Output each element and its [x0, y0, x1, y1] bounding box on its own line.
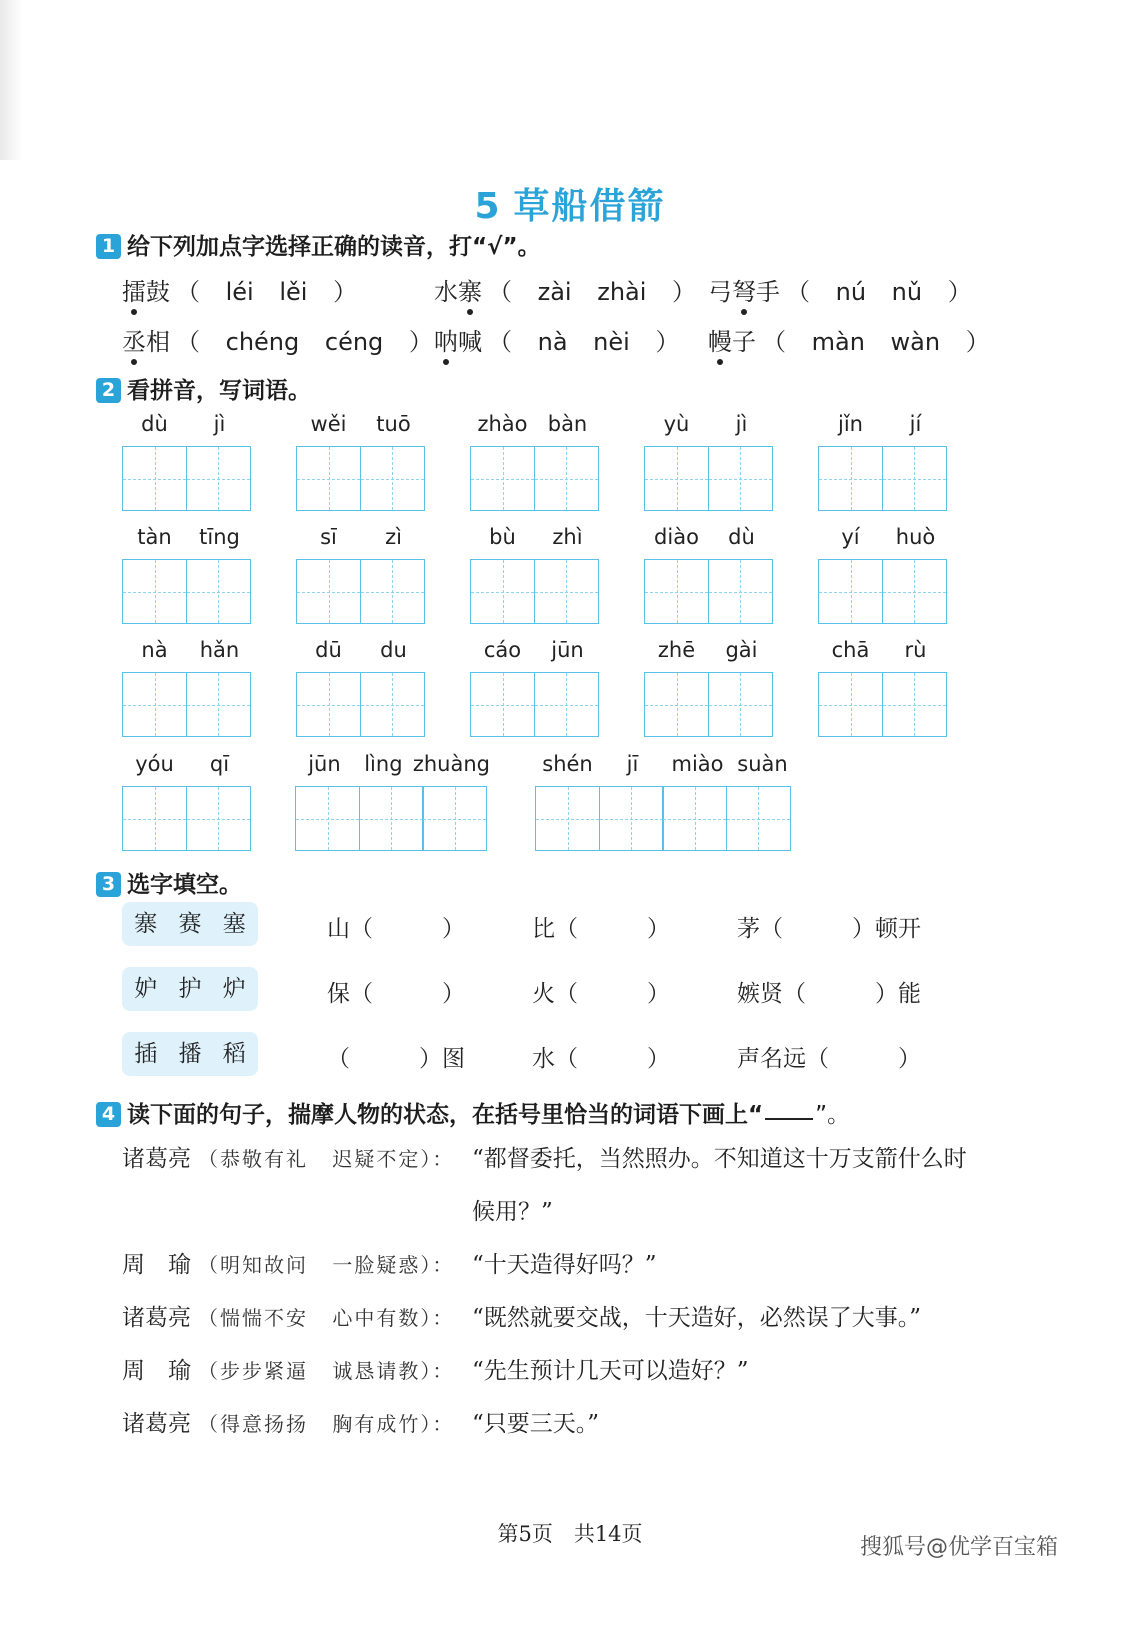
pinyin: tuō	[376, 412, 411, 436]
word-first: 水	[434, 278, 458, 306]
writing-item	[818, 525, 948, 624]
writing-cell[interactable]	[708, 559, 773, 624]
pinyin-row	[535, 752, 795, 782]
section-2-badge: 2	[96, 378, 121, 403]
writing-cell[interactable]	[122, 786, 187, 851]
tian-grid-boxes	[296, 446, 426, 511]
word-rest: 鼓	[146, 278, 170, 306]
section-2-heading	[96, 372, 311, 405]
tian-grid-boxes	[122, 559, 252, 624]
quote: “都督委托，当然照办。不知道这十万支箭什么时	[472, 1146, 967, 1172]
state-choices[interactable]: （恭敬有礼 迟疑不定）：	[198, 1147, 455, 1171]
pinyin: yóu	[135, 752, 174, 776]
fill-blank[interactable]: 茅（ ）顿开	[737, 916, 921, 942]
section-4-badge: 4	[96, 1102, 121, 1127]
writing-item	[818, 638, 948, 737]
pinyin: shén	[542, 752, 593, 776]
section-4-text: 读下面的句子，揣摩人物的状态，在括号里恰当的词语下画上“	[127, 1102, 764, 1128]
pinyin: dū	[315, 638, 342, 662]
pinyin-options: （ nú nǔ ）	[786, 278, 972, 306]
tian-grid-boxes	[470, 672, 600, 737]
q1-item	[434, 272, 696, 307]
speaker: 周 瑜	[122, 1252, 191, 1278]
pinyin: bàn	[547, 412, 588, 436]
writing-cell[interactable]	[534, 672, 599, 737]
pinyin: zì	[385, 525, 402, 549]
writing-cell[interactable]	[534, 446, 599, 511]
speaker: 诸葛亮	[122, 1411, 191, 1437]
fill-blank[interactable]: 山（ ）	[327, 916, 465, 942]
pinyin: chā	[831, 638, 870, 662]
writing-cell[interactable]	[122, 672, 187, 737]
tian-grid-boxes	[470, 559, 600, 624]
pinyin-options: （ màn wàn ）	[762, 328, 990, 356]
tian-grid-boxes	[122, 786, 252, 851]
fill-blank[interactable]: 火（ ）	[532, 981, 670, 1007]
writing-cell[interactable]	[186, 786, 251, 851]
writing-cell[interactable]	[296, 446, 361, 511]
writing-item	[470, 638, 600, 737]
writing-cell[interactable]	[296, 672, 361, 737]
pinyin-row	[818, 638, 948, 668]
q1-item	[708, 322, 990, 357]
writing-cell[interactable]	[122, 559, 187, 624]
pinyin: jūn	[551, 638, 584, 662]
speaker: 诸葛亮	[122, 1305, 191, 1331]
writing-cell[interactable]	[644, 672, 709, 737]
writing-item	[122, 752, 252, 851]
writing-cell[interactable]	[360, 672, 425, 737]
pinyin: yí	[841, 525, 860, 549]
pinyin: yù	[663, 412, 690, 436]
section-1-text: 给下列加点字选择正确的读音，打“√”。	[127, 234, 541, 260]
state-choices[interactable]: （得意扬扬 胸有成竹）：	[198, 1412, 455, 1436]
q1-item	[434, 322, 679, 357]
page-footer: 第5页 共14页	[497, 1522, 643, 1546]
state-choices[interactable]: （明知故问 一脸疑惑）：	[198, 1253, 455, 1277]
writing-cell[interactable]	[296, 559, 361, 624]
pinyin: zhuàng	[412, 752, 490, 776]
pinyin: jǐn	[838, 412, 863, 436]
pinyin: jūn	[308, 752, 341, 776]
dotted-char: 寨	[458, 278, 482, 306]
section-4-text-end: ”。	[815, 1102, 851, 1128]
q1-item	[122, 272, 357, 307]
lesson-number: 5	[474, 186, 502, 227]
fill-blank[interactable]: 比（ ）	[532, 916, 670, 942]
pinyin: gài	[725, 638, 758, 662]
writing-cell[interactable]	[818, 672, 883, 737]
lesson-title: 草船借箭	[513, 186, 666, 227]
tian-grid-boxes	[296, 559, 426, 624]
pinyin-row	[296, 412, 426, 442]
watermark: 搜狐号@优学百宝箱	[859, 1535, 1058, 1560]
q1-item	[708, 272, 972, 307]
quote-continued: 候用？”	[472, 1199, 553, 1225]
writing-cell[interactable]	[359, 786, 424, 851]
pinyin-options: （ léi lěi ）	[176, 278, 358, 306]
char-options: 妒 护 炉	[122, 967, 258, 1011]
tian-grid-boxes	[644, 559, 774, 624]
dialogue-line	[122, 1299, 922, 1332]
writing-cell[interactable]	[470, 559, 535, 624]
pinyin: tàn	[137, 525, 172, 549]
section-1-badge: 1	[96, 234, 121, 259]
section-3-badge: 3	[96, 872, 121, 897]
writing-cell[interactable]	[882, 559, 947, 624]
pinyin-row	[644, 638, 774, 668]
tian-grid-boxes	[470, 446, 600, 511]
writing-cell[interactable]	[122, 446, 187, 511]
page-edge-shadow	[0, 0, 22, 160]
char-options: 寨 赛 塞	[122, 902, 258, 946]
fill-blank[interactable]: 声名远（ ）	[737, 1046, 921, 1072]
pinyin-options: （ chéng céng ）	[176, 328, 433, 356]
writing-item	[122, 525, 252, 624]
writing-cell[interactable]	[726, 786, 791, 851]
writing-item	[644, 525, 774, 624]
writing-cell[interactable]	[360, 559, 425, 624]
writing-cell[interactable]	[662, 786, 727, 851]
quote: “先生预计几天可以造好？”	[472, 1358, 749, 1384]
state-choices[interactable]: （步步紧逼 诚恳请教）：	[198, 1359, 455, 1383]
state-choices[interactable]: （惴惴不安 心中有数）：	[198, 1306, 455, 1330]
pinyin-options: （ zài zhài ）	[488, 278, 697, 306]
section-3-text: 选字填空。	[127, 872, 242, 898]
pinyin-row	[122, 525, 252, 555]
writing-cell[interactable]	[360, 446, 425, 511]
dialogue-line	[122, 1405, 600, 1438]
pinyin: dù	[728, 525, 755, 549]
pinyin-row	[470, 525, 600, 555]
pinyin: rù	[904, 638, 927, 662]
pinyin-row	[296, 525, 426, 555]
word-rest: 相	[146, 328, 170, 356]
writing-item	[296, 638, 426, 737]
pinyin-row	[296, 638, 426, 668]
pinyin: jì	[213, 412, 226, 436]
pinyin-row	[818, 412, 948, 442]
writing-cell[interactable]	[599, 786, 664, 851]
pinyin: nà	[141, 638, 168, 662]
pinyin: jí	[909, 412, 922, 436]
writing-item	[470, 525, 600, 624]
writing-cell[interactable]	[644, 559, 709, 624]
quote: “只要三天。”	[472, 1411, 600, 1437]
pinyin: dù	[141, 412, 168, 436]
pinyin-row	[470, 638, 600, 668]
tian-grid-boxes	[644, 446, 774, 511]
quote: “既然就要交战，十天造好，必然误了大事。”	[472, 1305, 922, 1331]
writing-cell[interactable]	[535, 786, 600, 851]
speaker: 周 瑜	[122, 1358, 191, 1384]
section-4-heading	[96, 1096, 850, 1129]
fill-blank[interactable]: （ ）图	[327, 1046, 465, 1072]
pinyin: zhào	[477, 412, 528, 436]
quote: “十天造得好吗？”	[472, 1252, 657, 1278]
pinyin: hǎn	[199, 638, 240, 662]
writing-cell[interactable]	[644, 446, 709, 511]
section-1-heading	[96, 228, 541, 261]
fill-blank[interactable]: 保（ ）	[327, 981, 465, 1007]
q1-item	[122, 322, 433, 357]
writing-cell[interactable]	[186, 446, 251, 511]
pinyin-row	[295, 752, 490, 782]
pinyin: zhì	[552, 525, 583, 549]
writing-cell[interactable]	[882, 672, 947, 737]
tian-grid-boxes	[295, 786, 490, 851]
fill-blank[interactable]: 水（ ）	[532, 1046, 670, 1072]
writing-cell[interactable]	[708, 446, 773, 511]
pinyin: bù	[489, 525, 516, 549]
pinyin-row	[470, 412, 600, 442]
writing-cell[interactable]	[422, 786, 487, 851]
pinyin: sī	[320, 525, 337, 549]
writing-item	[644, 412, 774, 511]
writing-cell[interactable]	[534, 559, 599, 624]
writing-item	[644, 638, 774, 737]
pinyin: miào	[671, 752, 724, 776]
pinyin: jī	[626, 752, 639, 776]
pinyin-row	[122, 752, 252, 782]
word-first: 弓	[708, 278, 732, 306]
writing-cell[interactable]	[708, 672, 773, 737]
dotted-char: 呐	[434, 328, 458, 356]
word-rest: 子	[732, 328, 756, 356]
writing-cell[interactable]	[186, 672, 251, 737]
word-rest: 喊	[458, 328, 482, 356]
dialogue-line	[122, 1352, 749, 1385]
tian-grid-boxes	[535, 786, 795, 851]
pinyin: du	[380, 638, 407, 662]
writing-item-long	[535, 752, 795, 851]
writing-item	[818, 412, 948, 511]
writing-cell[interactable]	[295, 786, 360, 851]
writing-item	[296, 412, 426, 511]
section-3-heading	[96, 866, 242, 899]
pinyin-row	[122, 638, 252, 668]
pinyin-row	[644, 525, 774, 555]
dotted-char: 弩	[732, 278, 756, 306]
tian-grid-boxes	[818, 559, 948, 624]
tian-grid-boxes	[122, 446, 252, 511]
pinyin: huò	[895, 525, 936, 549]
writing-cell[interactable]	[186, 559, 251, 624]
tian-grid-boxes	[644, 672, 774, 737]
writing-item	[122, 412, 252, 511]
writing-cell[interactable]	[882, 446, 947, 511]
writing-item	[470, 412, 600, 511]
pinyin: qī	[209, 752, 230, 776]
writing-cell[interactable]	[470, 446, 535, 511]
pinyin: wěi	[310, 412, 347, 436]
speaker: 诸葛亮	[122, 1146, 191, 1172]
pinyin: diào	[654, 525, 699, 549]
dialogue-line	[122, 1140, 967, 1173]
tian-grid-boxes	[122, 672, 252, 737]
char-options: 插 播 稻	[122, 1032, 258, 1076]
pinyin: jì	[735, 412, 748, 436]
pinyin-row	[644, 412, 774, 442]
tian-grid-boxes	[818, 672, 948, 737]
writing-cell[interactable]	[818, 446, 883, 511]
tian-grid-boxes	[818, 446, 948, 511]
writing-cell[interactable]	[470, 672, 535, 737]
tian-grid-boxes	[296, 672, 426, 737]
dotted-char: 幔	[708, 328, 732, 356]
fill-blank[interactable]: 嫉贤（ ）能	[737, 981, 921, 1007]
pinyin: lìng	[364, 752, 403, 776]
dotted-char: 擂	[122, 278, 146, 306]
word-last: 手	[756, 278, 780, 306]
pinyin: cáo	[483, 638, 522, 662]
pinyin: suàn	[737, 752, 788, 776]
pinyin-row	[122, 412, 252, 442]
writing-cell[interactable]	[818, 559, 883, 624]
dotted-char: 丞	[122, 328, 146, 356]
writing-item-long	[295, 752, 490, 851]
pinyin: zhē	[657, 638, 696, 662]
writing-item	[296, 525, 426, 624]
pinyin-options: （ nà nèi ）	[488, 328, 680, 356]
section-2-text: 看拼音，写词语。	[127, 378, 311, 404]
dialogue-line	[122, 1246, 657, 1279]
writing-item	[122, 638, 252, 737]
underline-sample	[765, 1118, 813, 1120]
pinyin-row	[818, 525, 948, 555]
pinyin: tīng	[199, 525, 240, 549]
page-title	[0, 178, 1140, 229]
